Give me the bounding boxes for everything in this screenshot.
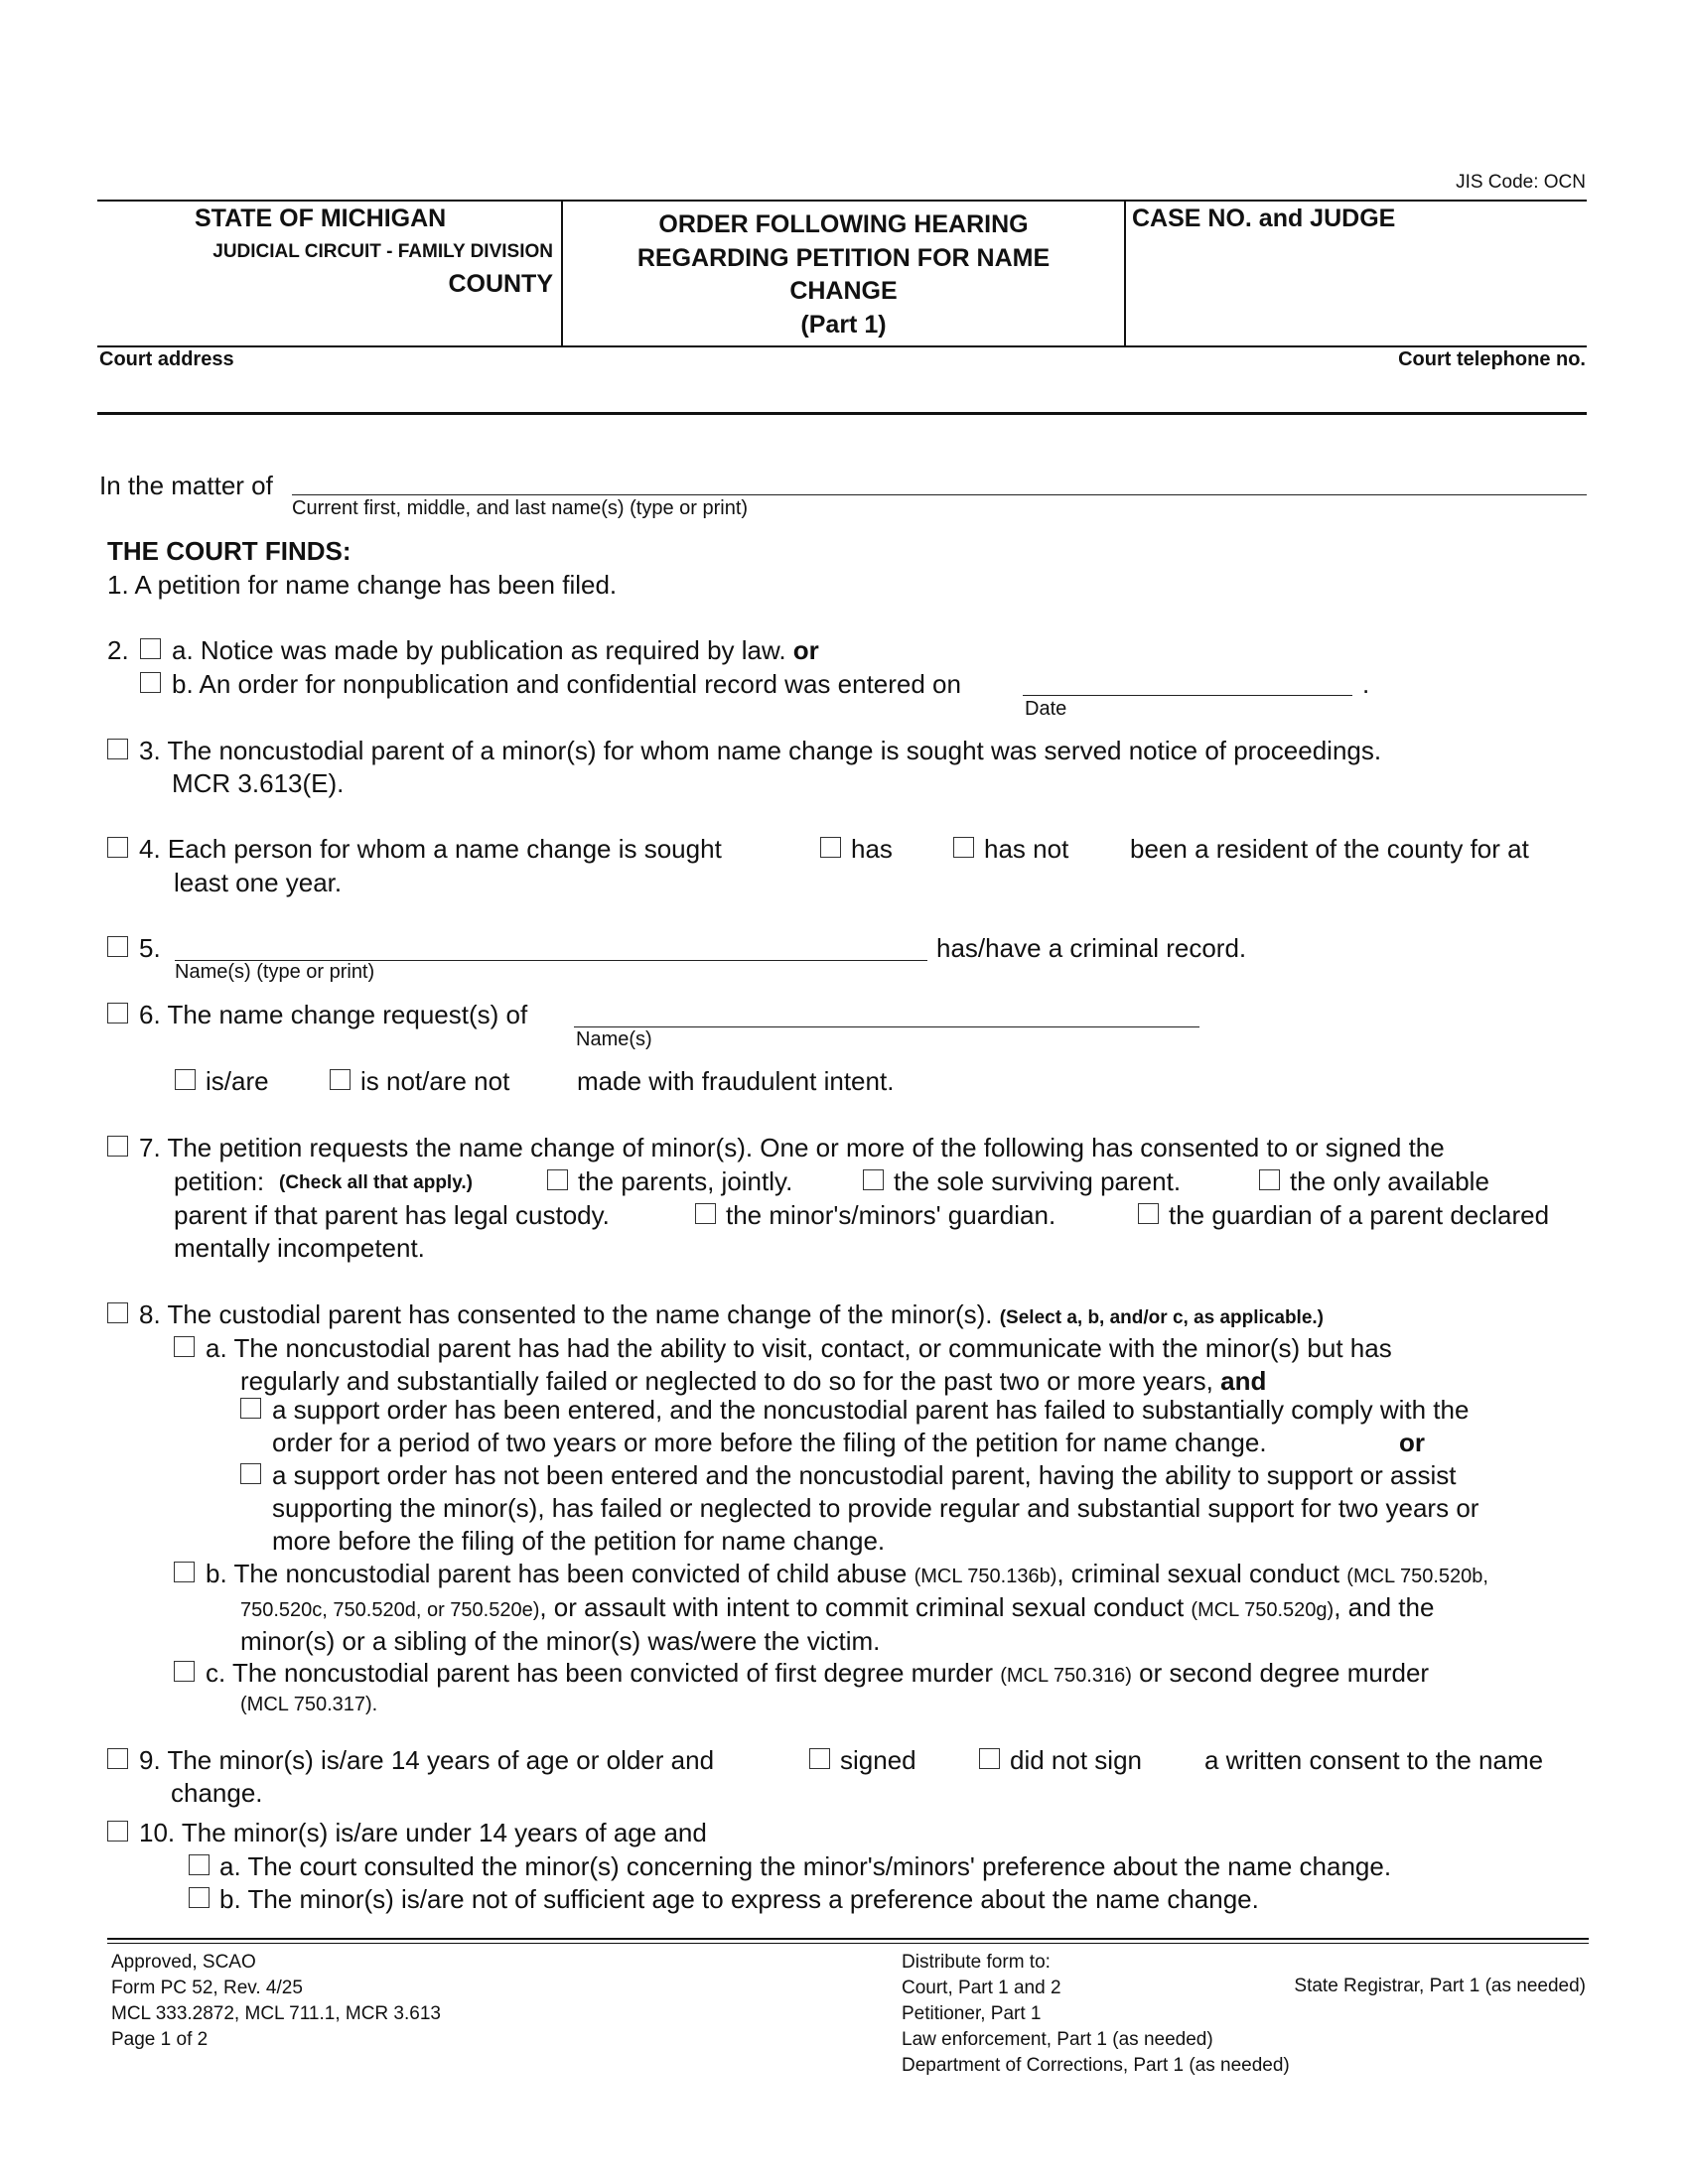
checkbox-10[interactable] (107, 1821, 128, 1842)
checkbox-2b[interactable] (140, 672, 161, 693)
finding-8-text (139, 1298, 1324, 1334)
finding-7-line3: parent if that parent has legal custody. (174, 1200, 610, 1230)
finding-8b-line1 (206, 1558, 1488, 1593)
case-number-field[interactable] (1126, 248, 1585, 343)
matter-name-caption: Current first, middle, and last name(s) (type or print) (292, 497, 749, 519)
finding-8b-text: b. The noncustodial parent has been convicted of child abuse (206, 1559, 908, 1588)
finding-6-is-are: is/are (206, 1066, 269, 1096)
checkbox-5[interactable] (107, 936, 128, 957)
checkbox-9-signed[interactable] (809, 1748, 830, 1769)
checkbox-9-did-not-sign[interactable] (979, 1748, 1000, 1769)
option-guardian-incompetent: the guardian of a parent declared (1169, 1200, 1550, 1230)
finding-8-line1: 8. The custodial parent has consented to the name change of the minor(s). (139, 1299, 993, 1329)
page-number: Page 1 of 2 (111, 2029, 209, 2050)
statute-ref: 750.520c, 750.520d, or 750.520e) (240, 1599, 540, 1621)
footer-rule-top (107, 1938, 1589, 1940)
finding-9-line1: 9. The minor(s) is/are 14 years of age or older and (139, 1745, 715, 1775)
statute-ref: (MCL 750.316) (1000, 1665, 1132, 1687)
finding-9-did-not-sign: did not sign (1010, 1745, 1142, 1775)
finding-2b-period: . (1362, 669, 1370, 699)
finding-2-number: 2. (107, 635, 129, 665)
checkbox-8c[interactable] (174, 1661, 195, 1682)
finding-5-number: 5. (139, 933, 161, 963)
matter-name-field[interactable] (292, 494, 1587, 495)
finding-8a-line1: a. The noncustodial parent has had the ability to visit, contact, or communicate with the minor(s) but has (206, 1333, 1392, 1363)
finding-10b: b. The minor(s) is/are not of sufficient age to express a preference about the name change. (219, 1884, 1259, 1914)
finding-8b-text: , criminal sexual conduct (1056, 1559, 1340, 1588)
or-connector-8: or (1399, 1428, 1425, 1457)
checkbox-8b[interactable] (174, 1562, 195, 1582)
name-change-request-field[interactable] (574, 1026, 1199, 1027)
finding-6-line1: 6. The name change request(s) of (139, 1000, 528, 1029)
court-address-label: Court address (99, 348, 234, 370)
distribution-item: Department of Corrections, Part 1 (as needed) (902, 2055, 1290, 2076)
checkbox-7-guardian[interactable] (695, 1203, 716, 1224)
address-rule (97, 412, 1587, 415)
finding-8b-line2 (240, 1591, 1434, 1627)
form-title-line: CHANGE (789, 277, 898, 305)
finding-8a2-line1: a support order has not been entered and the noncustodial parent, having the ability to support or assist (272, 1460, 1457, 1490)
finding-9-signed: signed (840, 1745, 916, 1775)
form-title-line: ORDER FOLLOWING HEARING (658, 210, 1029, 238)
footer-rule-bottom (107, 1943, 1589, 1944)
finding-5-tail: has/have a criminal record. (936, 933, 1247, 963)
finding-9-line2: change. (171, 1778, 263, 1808)
approved-label: Approved, SCAO (111, 1952, 256, 1973)
finding-10a: a. The court consulted the minor(s) concerning the minor's/minors' preference about the name change. (219, 1851, 1392, 1881)
jis-code: JIS Code: OCN (1456, 172, 1586, 193)
names-caption-6: Name(s) (576, 1028, 652, 1050)
checkbox-4[interactable] (107, 837, 128, 858)
check-all-note: (Check all that apply.) (279, 1172, 473, 1193)
date-caption: Date (1025, 698, 1067, 720)
finding-6-is-not: is not/are not (360, 1066, 510, 1096)
finding-8a2-line3: more before the filing of the petition for name change. (272, 1526, 886, 1556)
checkbox-4-has[interactable] (820, 837, 841, 858)
finding-7-line1: 7. The petition requests the name change of minor(s). One or more of the following has consented to or signed the (139, 1133, 1445, 1162)
finding-8a1-line1: a support order has been entered, and the noncustodial parent has failed to substantially comply with the (272, 1395, 1470, 1425)
finding-2a-label: a. Notice was made by publication as required by law. (172, 635, 786, 665)
checkbox-8a-support-not-entered[interactable] (240, 1463, 261, 1484)
statute-ref: (MCL 750.520g) (1191, 1599, 1335, 1621)
checkbox-10a[interactable] (189, 1854, 210, 1875)
county-label: COUNTY (448, 270, 553, 298)
checkbox-6-is-are[interactable] (175, 1069, 196, 1090)
names-caption: Name(s) (type or print) (175, 961, 375, 983)
statute-ref: (MCL 750.520b, (1346, 1566, 1488, 1587)
finding-1: 1. A petition for name change has been filed. (107, 570, 618, 600)
checkbox-7-parents-jointly[interactable] (547, 1169, 568, 1190)
finding-6-tail: made with fraudulent intent. (577, 1066, 895, 1096)
finding-8a-line2-text: regularly and substantially failed or neglected to do so for the past two or more years, (240, 1366, 1213, 1396)
finding-8c-line1 (206, 1657, 1429, 1693)
finding-7-petition: petition: (174, 1166, 265, 1196)
finding-2a-text (172, 634, 819, 667)
finding-2b-text: b. An order for nonpublication and confidential record was entered on (172, 669, 961, 699)
matter-label: In the matter of (99, 471, 273, 500)
finding-8a2-line2: supporting the minor(s), has failed or neglected to provide regular and substantial support for two years or (272, 1493, 1479, 1523)
form-title-line: (Part 1) (800, 310, 887, 339)
distribution-item: Law enforcement, Part 1 (as needed) (902, 2029, 1213, 2050)
checkbox-7[interactable] (107, 1136, 128, 1157)
distribution-item: Court, Part 1 and 2 (902, 1978, 1061, 1998)
distribute-label: Distribute form to: (902, 1952, 1051, 1973)
checkbox-3[interactable] (107, 739, 128, 759)
header-bottom-rule (97, 345, 1587, 347)
finding-8c-text: c. The noncustodial parent has been convicted of first degree murder (206, 1658, 993, 1688)
checkbox-10b[interactable] (189, 1887, 210, 1908)
statute-ref: (MCL 750.136b) (914, 1566, 1057, 1587)
checkbox-8[interactable] (107, 1302, 128, 1323)
checkbox-7-guardian-incompetent[interactable] (1138, 1203, 1159, 1224)
checkbox-7-sole-surviving[interactable] (863, 1169, 884, 1190)
statute-references: MCL 333.2872, MCL 711.1, MCR 3.613 (111, 2003, 441, 2024)
finding-8c-text: or second degree murder (1139, 1658, 1430, 1688)
header-top-rule (97, 200, 1587, 202)
finding-4-line2: least one year. (174, 868, 343, 897)
case-number-judge-label: CASE NO. and JUDGE (1132, 205, 1396, 232)
court-telephone-label: Court telephone no. (1398, 348, 1586, 370)
state-name: STATE OF MICHIGAN (195, 205, 447, 232)
checkbox-7-only-available[interactable] (1259, 1169, 1280, 1190)
finding-4-has-not: has not (984, 834, 1069, 864)
or-connector: or (792, 635, 819, 665)
option-guardian: the minor's/minors' guardian. (726, 1200, 1056, 1230)
checkbox-6-is-not[interactable] (330, 1069, 351, 1090)
finding-8b-text: , and the (1334, 1592, 1435, 1622)
checkbox-6[interactable] (107, 1003, 128, 1024)
distribution-list (902, 1950, 1290, 2079)
form-number: Form PC 52, Rev. 4/25 (111, 1978, 303, 1998)
finding-8a1-line2: order for a period of two years or more before the filing of the petition for name change. (272, 1428, 1267, 1457)
option-sole-surviving: the sole surviving parent. (894, 1166, 1182, 1196)
finding-8c-line2: (MCL 750.317). (240, 1694, 378, 1715)
finding-7-line4: mentally incompetent. (174, 1233, 425, 1263)
finding-4-line1: 4. Each person for whom a name change is sought (139, 834, 722, 864)
finding-8b-text: , or assault with intent to commit criminal sexual conduct (539, 1592, 1185, 1622)
court-address-field[interactable] (99, 375, 1585, 411)
distribution-item-registrar: State Registrar, Part 1 (as needed) (1294, 1976, 1586, 1996)
select-note: (Select a, b, and/or c, as applicable.) (999, 1307, 1325, 1328)
checkbox-4-has-not[interactable] (953, 837, 974, 858)
circuit-label: JUDICIAL CIRCUIT - FAMILY DIVISION (212, 241, 553, 262)
checkbox-8a-support-entered[interactable] (240, 1398, 261, 1419)
checkbox-9[interactable] (107, 1748, 128, 1769)
finding-9-tail: a written consent to the name (1204, 1745, 1544, 1775)
court-finds-heading: THE COURT FINDS: (107, 536, 352, 566)
distribution-item: Petitioner, Part 1 (902, 2003, 1042, 2024)
and-connector: and (1220, 1366, 1267, 1396)
footer-form-info (111, 1950, 441, 2053)
finding-4-has: has (851, 834, 893, 864)
checkbox-2a[interactable] (140, 638, 161, 659)
form-title (563, 208, 1124, 341)
checkbox-8a[interactable] (174, 1336, 195, 1357)
finding-8b-line3: minor(s) or a sibling of the minor(s) was/were the victim. (240, 1626, 881, 1656)
form-title-line: REGARDING PETITION FOR NAME (636, 243, 1051, 272)
finding-10-line1: 10. The minor(s) is/are under 14 years of age and (139, 1818, 707, 1847)
finding-3-line2: MCR 3.613(E). (172, 768, 345, 798)
nonpublication-date-field[interactable] (1023, 695, 1352, 696)
option-parents-jointly: the parents, jointly. (578, 1166, 793, 1196)
option-only-available: the only available (1290, 1166, 1489, 1196)
finding-4-tail: been a resident of the county for at (1130, 834, 1529, 864)
finding-3-line1: 3. The noncustodial parent of a minor(s) for whom name change is sought was served notice of proceedings. (139, 736, 1382, 765)
